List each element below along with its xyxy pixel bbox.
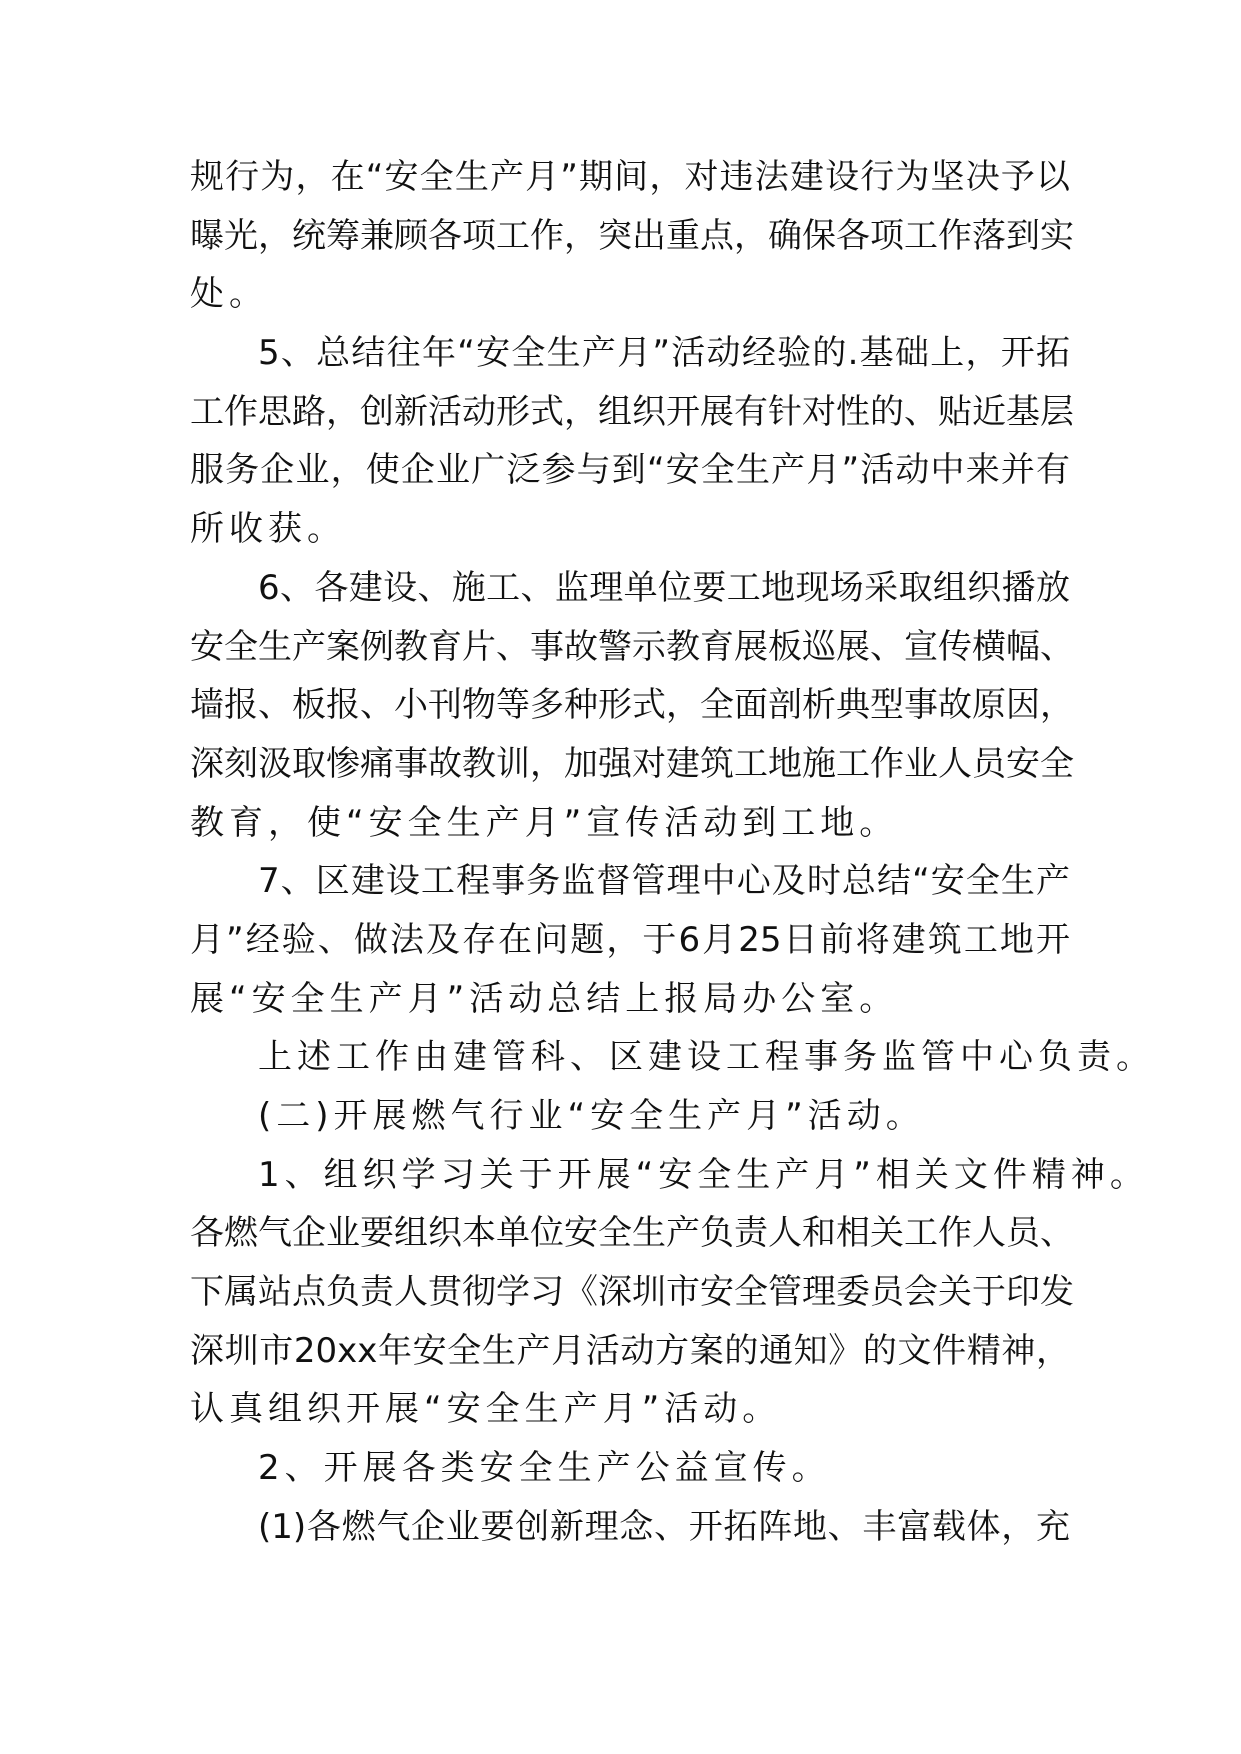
text-line: 工作思路，创新活动形式，组织开展有针对性的、贴近基层	[190, 391, 1074, 432]
text-line: 5、总结往年“安全生产月”活动经验的.基础上，开拓	[258, 333, 1070, 374]
text-line: 各燃气企业要组织本单位安全生产负责人和相关工作人员、	[190, 1213, 1074, 1254]
text-line: 规行为，在“安全生产月”期间，对违法建设行为坚决予以	[190, 157, 1070, 197]
text-line: 服务企业，使企业广泛参与到“安全生产月”活动中来并有	[190, 450, 1070, 491]
text-line: 深圳市20xx年安全生产月活动方案的通知》的文件精神，	[190, 1330, 1070, 1371]
text-line: 教育，使“安全生产月”宣传活动到工地。	[190, 802, 899, 843]
text-line: 月”经验、做法及存在问题，于6月25日前将建筑工地开	[190, 919, 1070, 960]
section-heading: (二)开展燃气行业“安全生产月”活动。	[258, 1096, 925, 1136]
text-line: 7、区建设工程事务监督管理中心及时总结“安全生产	[258, 861, 1070, 902]
text-line: 所收获。	[190, 509, 346, 550]
text-line: 1、组织学习关于开展“安全生产月”相关文件精神。	[258, 1154, 1149, 1195]
text-line: 下属站点负责人贯彻学习《深圳市安全管理委员会关于印发	[190, 1272, 1074, 1313]
text-line: 深刻汲取惨痛事故教训，加强对建筑工地施工作业人员安全	[190, 743, 1074, 784]
text-line: 上述工作由建管科、区建设工程事务监管中心负责。	[258, 1037, 1155, 1078]
text-line: 2、开展各类安全生产公益宣传。	[258, 1448, 831, 1489]
text-line: 曝光，统筹兼顾各项工作，突出重点，确保各项工作落到实	[190, 215, 1074, 256]
text-line: 墙报、板报、小刊物等多种形式，全面剖析典型事故原因，	[190, 685, 1074, 726]
text-line: 安全生产案例教育片、事故警示教育展板巡展、宣传横幅、	[190, 626, 1074, 667]
text-line: 处。	[190, 274, 268, 315]
text-line: (1)各燃气企业要创新理念、开拓阵地、丰富载体，充	[258, 1506, 1070, 1547]
document-body	[190, 148, 1155, 1557]
text-line: 认真组织开展“安全生产月”活动。	[190, 1389, 782, 1430]
text-line: 6、各建设、施工、监理单位要工地现场采取组织播放	[258, 567, 1070, 608]
text-line: 展“安全生产月”活动总结上报局办公室。	[190, 978, 899, 1019]
